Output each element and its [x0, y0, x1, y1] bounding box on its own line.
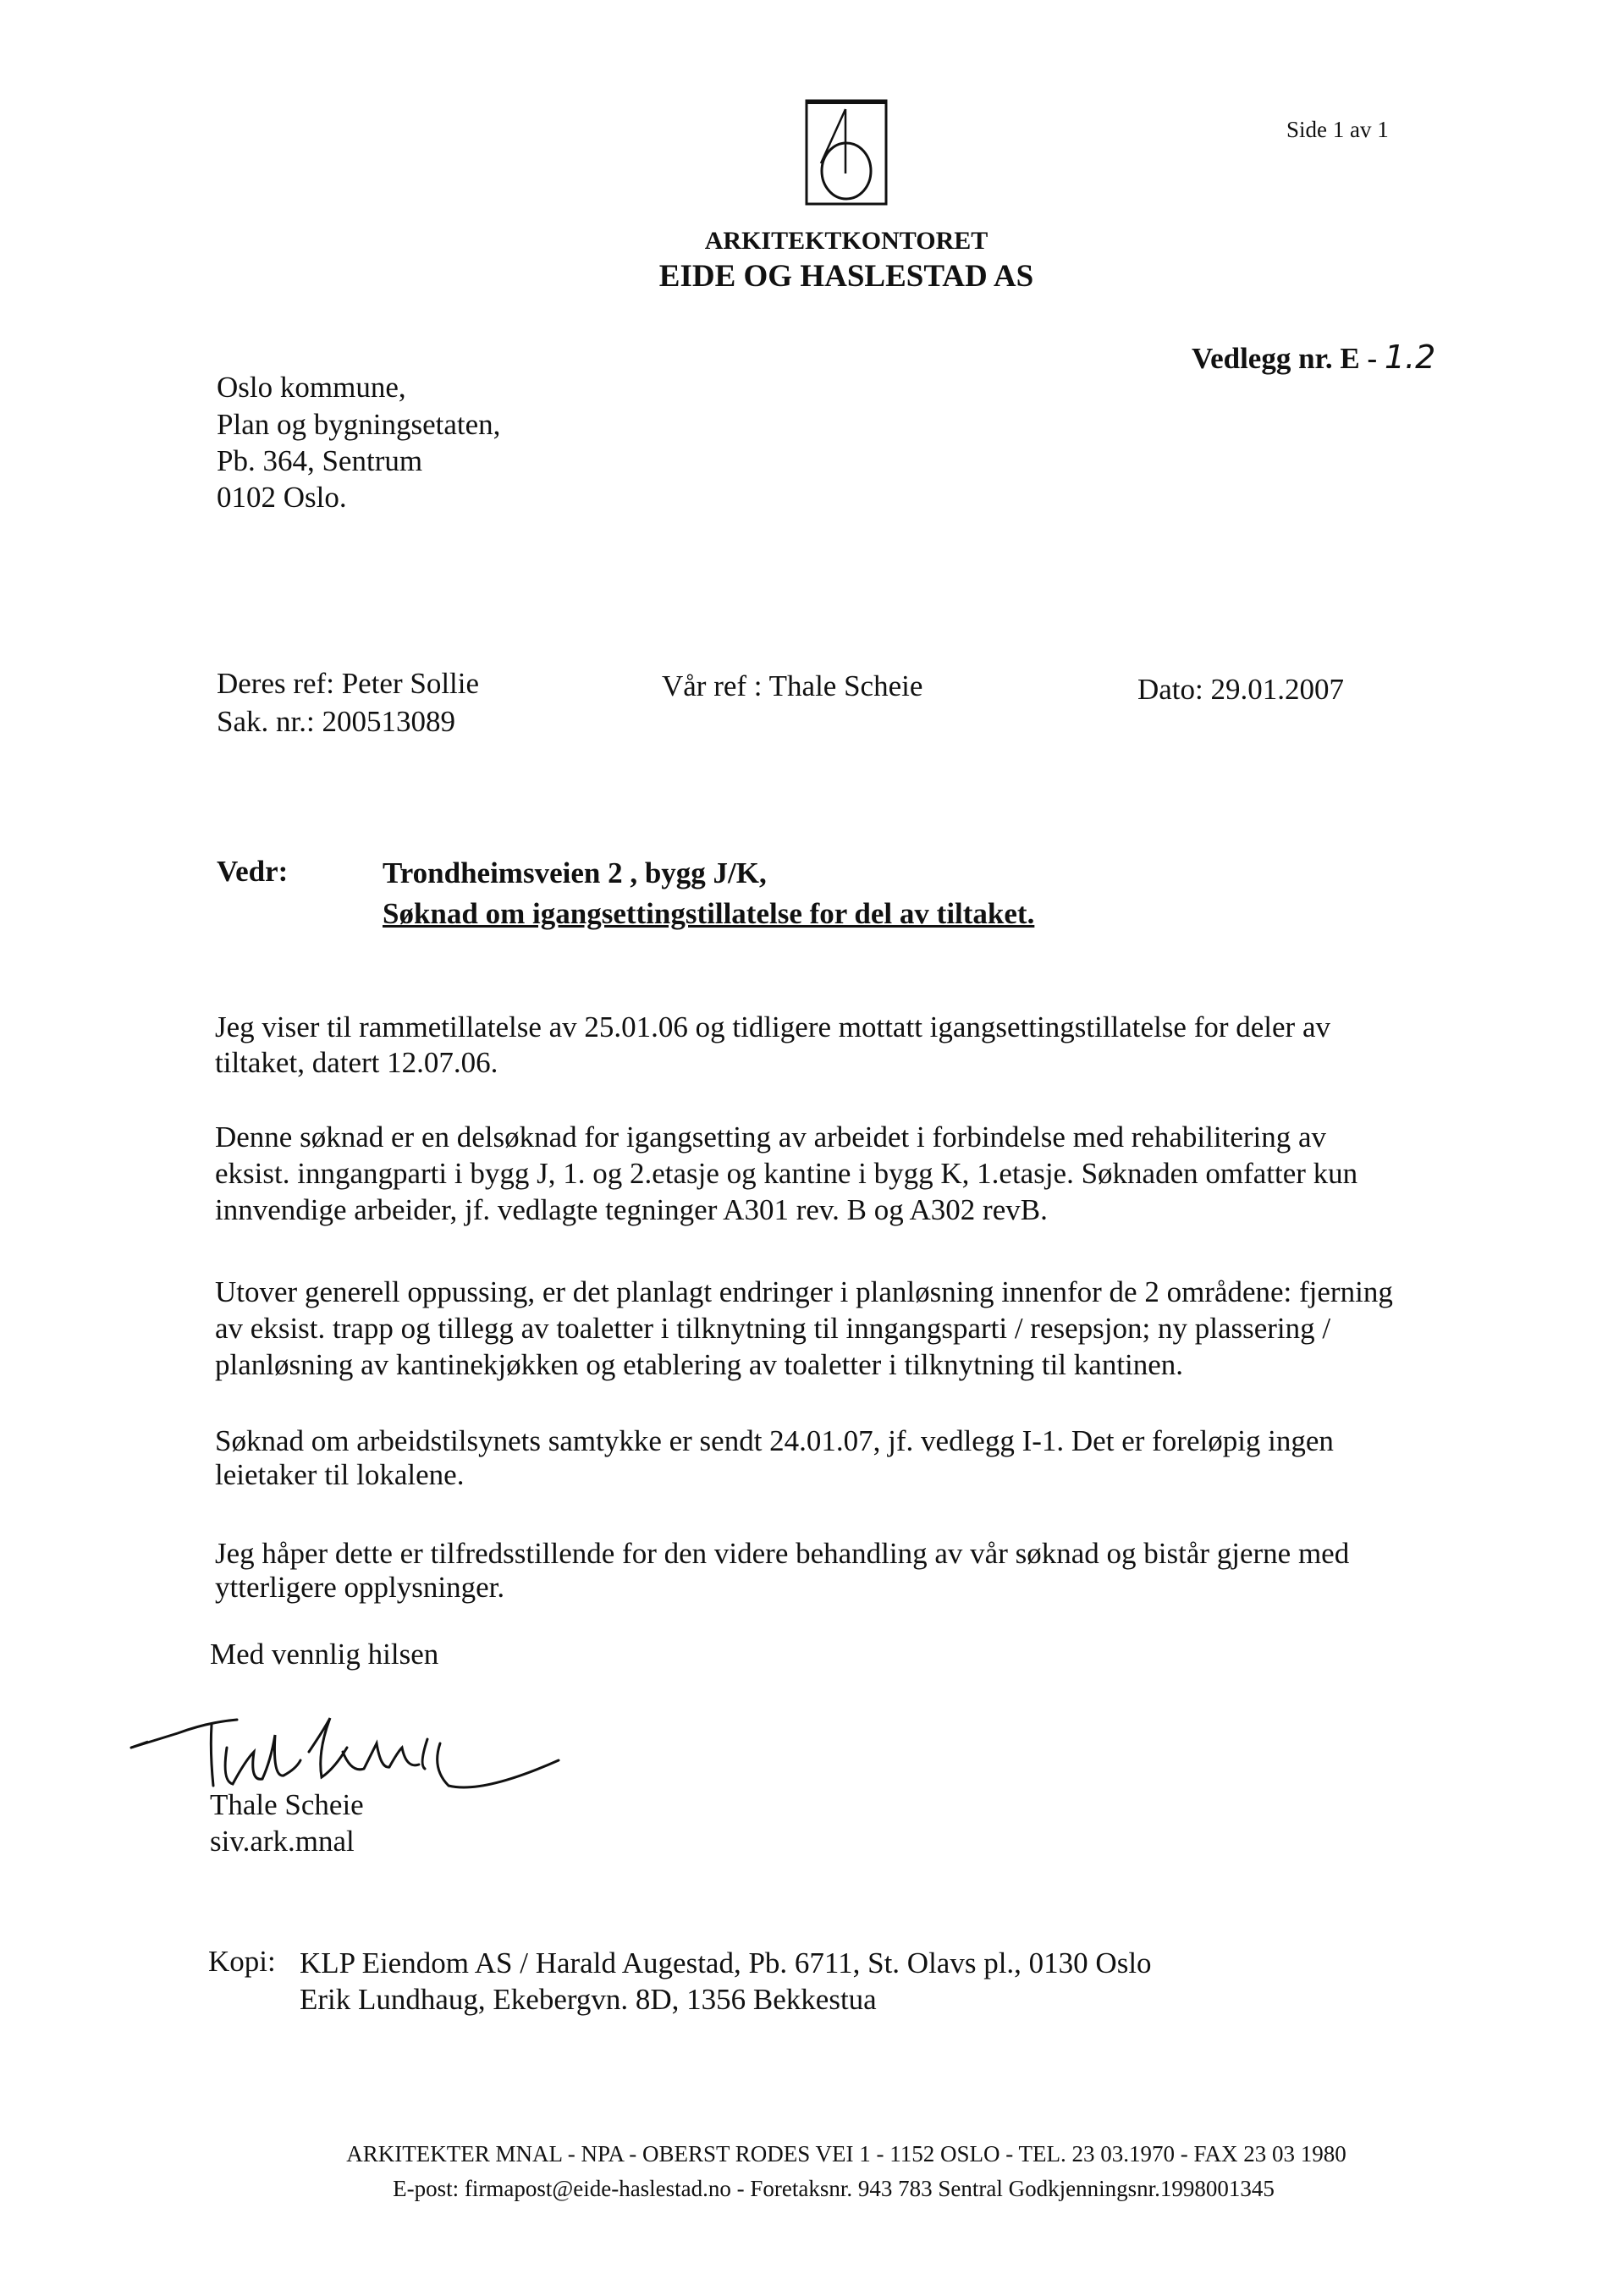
recipient-line: 0102 Oslo. — [217, 481, 347, 514]
copy-label: Kopi: — [208, 1945, 276, 1978]
footer-contact: E-post: firmapost@eide-haslestad.no - Foretaksnr. 943 783 Sentral Godkjenningsnr.1998001345 — [393, 2176, 1275, 2201]
footer-address: ARKITEKTER MNAL - NPA - OBERST RODES VEI 1 - 1152 OSLO - TEL. 23 03.1970 - FAX 23 03 1980 — [346, 2141, 1346, 2167]
letterhead-office: ARKITEKTKONTORET — [704, 227, 988, 255]
attachment-label: Vedlegg nr. E - — [1192, 342, 1378, 375]
signature — [127, 1701, 567, 1803]
page-indicator: Side 1 av 1 — [1286, 117, 1389, 142]
body-line: leietaker til lokalene. — [215, 1458, 465, 1491]
recipient-line: Pb. 364, Sentrum — [217, 444, 423, 477]
date: Dato: 29.01.2007 — [1137, 673, 1345, 706]
attachment-number — [1192, 339, 1436, 376]
letterhead-company: EIDE OG HASLESTAD AS — [658, 259, 1034, 294]
subject-line-1: Trondheimsveien 2 , bygg J/K, — [383, 856, 767, 889]
body-line: av eksist. trapp og tillegg av toaletter i tilknytning til inngangsparti / resepsjon; ny plassering / — [215, 1312, 1331, 1345]
body-line: Utover generell oppussing, er det planlagt endringer i planløsning innenfor de 2 områdene: fjerning — [215, 1275, 1393, 1308]
recipient-line: Oslo kommune, — [217, 371, 406, 404]
body-line: planløsning av kantinekjøkken og etablering av toaletter i tilknytning til kantinen. — [215, 1348, 1184, 1381]
var-ref: Vår ref : Thale Scheie — [662, 669, 923, 702]
body-line: innvendige arbeider, jf. vedlagte tegninger A301 rev. B og A302 revB. — [215, 1193, 1048, 1226]
body-line: eksist. inngangparti i bygg J, 1. og 2.etasje og kantine i bygg K, 1.etasje. Søknaden omfatter kun — [215, 1157, 1358, 1190]
subject-line-2: Søknad om igangsettingstillatelse for del av tiltaket. — [383, 897, 1035, 930]
body-line: Søknad om arbeidstilsynets samtykke er sendt 24.01.07, jf. vedlegg I-1. Det er foreløpig ingen — [215, 1424, 1334, 1457]
body-line: tiltaket, datert 12.07.06. — [215, 1046, 498, 1079]
closing: Med vennlig hilsen — [210, 1638, 439, 1671]
body-line: Jeg håper dette er tilfredsstillende for den videre behandling av vår søknad og bistår gjerne med — [215, 1537, 1350, 1570]
attachment-handwritten: 1.2 — [1384, 339, 1436, 376]
sak-nr: Sak. nr.: 200513089 — [217, 705, 455, 738]
signer-name: Thale Scheie — [210, 1788, 364, 1821]
copy-recipient: Erik Lundhaug, Ekebergvn. 8D, 1356 Bekkestua — [300, 1983, 877, 2016]
subject-label: Vedr: — [217, 855, 289, 888]
body-line: ytterligere opplysninger. — [215, 1571, 505, 1604]
body-line: Denne søknad er en delsøknad for igangsetting av arbeidet i forbindelse med rehabilitering av — [215, 1120, 1327, 1154]
signer-title: siv.ark.mnal — [210, 1825, 355, 1858]
deres-ref: Deres ref: Peter Sollie — [217, 667, 480, 700]
copy-recipient: KLP Eiendom AS / Harald Augestad, Pb. 6711, St. Olavs pl., 0130 Oslo — [300, 1946, 1152, 1979]
recipient-line: Plan og bygningsetaten, — [217, 408, 501, 441]
company-logo-icon — [804, 97, 889, 207]
body-line: Jeg viser til rammetillatelse av 25.01.06 og tidligere mottatt igangsettingstillatelse for deler av — [215, 1010, 1330, 1043]
